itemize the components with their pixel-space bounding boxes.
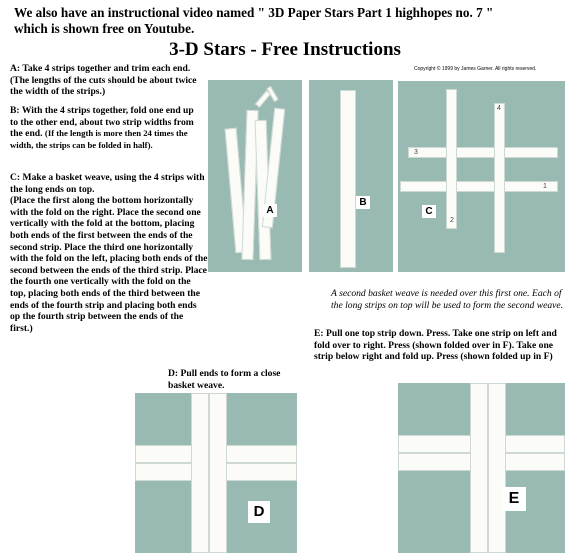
video-notice-line1: We also have an instructional video named " 3D Paper Stars Part 1 highhopes no. 7 " [14,5,494,20]
paper-strip [494,103,505,253]
paper-strip [470,383,488,553]
paper-strip [400,181,558,192]
photo-label-c: C [422,205,436,218]
step-b-main: B: With the 4 strips together, fold one end up to the other end, about two strip widths from the end. [10,105,194,140]
step-c-text [10,172,208,334]
step-b-note: (If the length is more then 24 times the width, the strips can be folded in half). [10,128,188,150]
strip-number: 2 [450,217,454,224]
photo-step-a [208,80,302,272]
step-c-main: C: Make a basket weave, using the 4 strips with the long ends on top. [10,172,205,195]
photo-label-a: A [263,204,277,217]
photo-step-c [398,81,565,272]
paper-strip [446,89,457,229]
photo-label-b: B [356,196,370,209]
page-title: 3-D Stars - Free Instructions [169,39,401,60]
video-notice [14,5,559,37]
step-c-detail: (Place the first along the bottom horizontally with the fold on the right. Place the second one vertically with the fold at the bottom, placing both ends of the first between the ends of the second strip. Place the third one horizontally with the fold on the left, placing both ends of the second between the ends of the third strip. Place the fourth one vertically with the fold on the top, placing both ends of the third between the ends of the fourth strip and placing both ends op the fourth strip between the ends of the first.) [10,195,208,334]
paper-strip [488,383,506,553]
photo-step-b [309,80,393,272]
folded-strips [340,90,356,268]
strip-number: 1 [543,183,547,190]
strip-number: 3 [414,149,418,156]
step-b-text [10,105,200,151]
photo-step-e [398,383,565,553]
photo-step-d [135,393,297,553]
paper-strip [191,393,209,553]
photo-label-d: D [248,501,270,523]
paper-strip [408,147,558,158]
photo-label-e: E [502,487,526,511]
strip-number: 4 [497,105,501,112]
step-d-text: D: Pull ends to form a close basket weave. [168,368,281,391]
step-e-text: E: Pull one top strip down. Press. Take one strip on left and fold over to right. Press (shown folded over in F). Take one strip below right and fold up. Press (shown folded up in F) [314,328,557,363]
paper-strip [209,393,227,553]
step-a-text: A: Take 4 strips together and trim each end. (The lengths of the cuts should be about twice the width of the strips.) [10,63,197,98]
second-weave-note: A second basket weave is needed over this first one. Each of the long strips on top will be used to form the second weave. [331,288,564,311]
video-notice-line2: which is shown free on Youtube. [14,21,195,36]
copyright-notice: Copyright © 1999 by James Garner. All rights reserved. [414,66,537,72]
